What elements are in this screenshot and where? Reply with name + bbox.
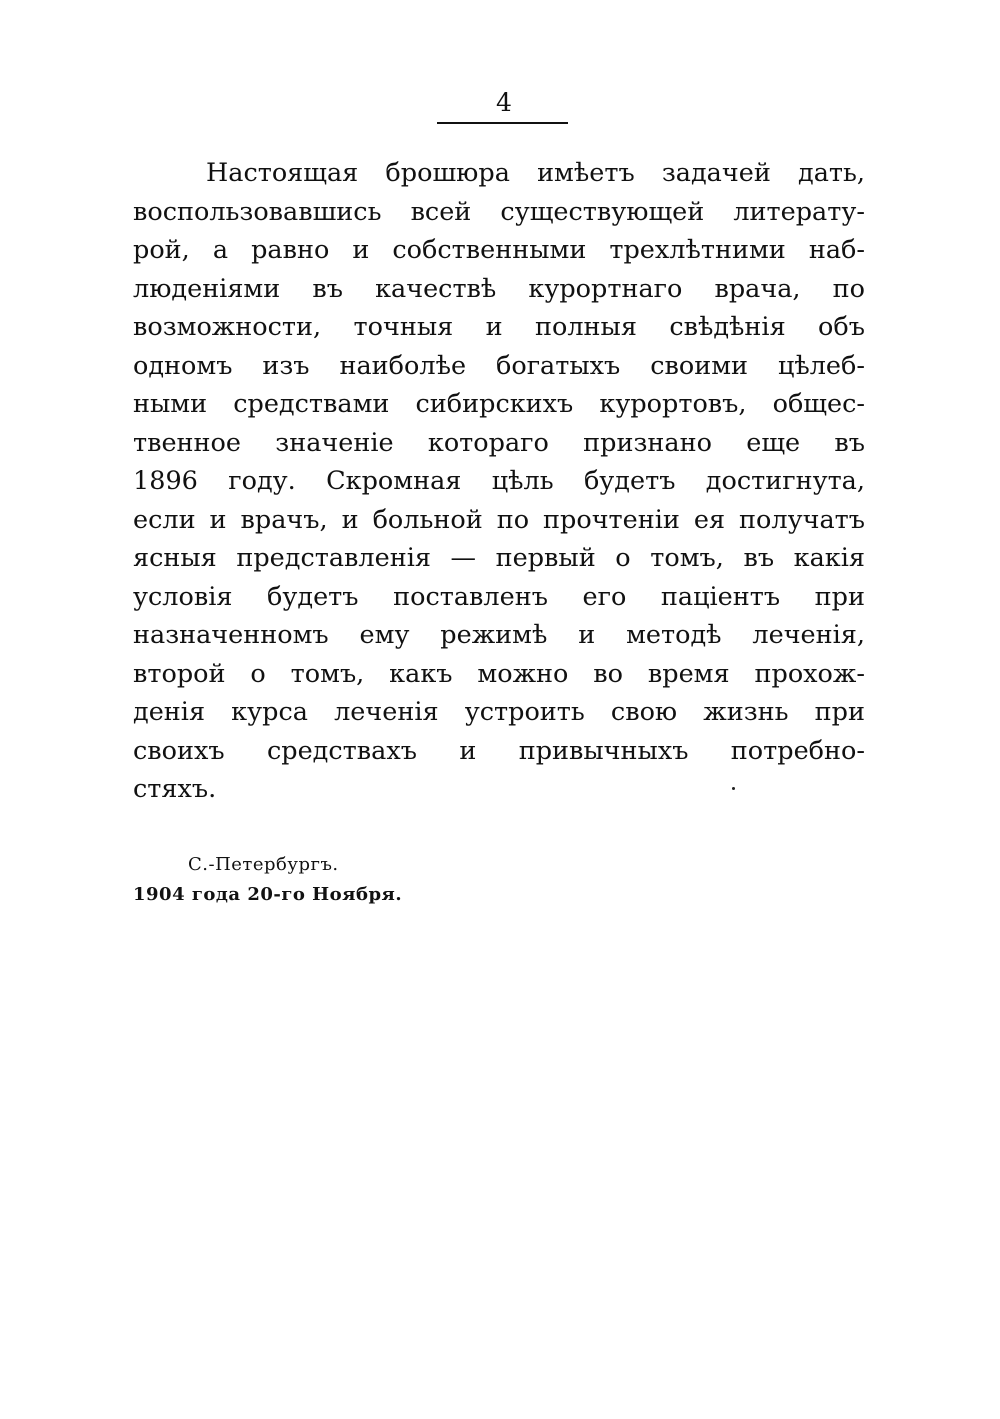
text-line: одномъ изъ наиболѣе богатыхъ своими цѣлеб- (133, 350, 865, 381)
text-line: второй о томъ, какъ можно во время прохож- (133, 658, 865, 689)
text-line: ными средствами сибирскихъ курортовъ, общес- (133, 389, 865, 419)
text-line: люденіями въ качествѣ курортнаго врача, по (133, 273, 865, 304)
text-line: воспользовавшись всей существующей литерату- (133, 196, 865, 227)
header-rule (437, 122, 568, 124)
text-line: денія курса леченія устроить свою жизнь при (133, 697, 865, 727)
dateline (133, 850, 533, 910)
text-line: Настоящая брошюра имѣетъ задачей дать, (206, 158, 865, 188)
text-line: возможности, точныя и полныя свѣдѣнія объ (133, 312, 865, 342)
text-line: 1896 году. Скромная цѣль будетъ достигнута, (133, 466, 865, 496)
text-line: рой, а равно и собственными трехлѣтними наб- (133, 235, 865, 265)
preface-paragraph (133, 154, 865, 809)
text-line: своихъ средствахъ и привычныхъ потребно- (133, 735, 865, 766)
text-line: твенное значеніе котораго признано еще въ (133, 427, 865, 458)
text-line: ясныя представленія — первый о томъ, въ какія (133, 543, 865, 573)
page-number: 4 (496, 88, 512, 117)
text-line: если и врачъ, и больной по прочтеніи ея получатъ (133, 504, 865, 535)
dateline-date: 1904 года 20-го Ноября. (133, 884, 403, 905)
text-line: стяхъ. (133, 774, 217, 804)
text-line: назначенномъ ему режимѣ и методѣ леченія, (133, 620, 865, 650)
text-line: условія будетъ поставленъ его паціентъ при (133, 581, 865, 612)
dateline-place: С.-Петербургъ. (188, 854, 339, 875)
print-speck (732, 787, 735, 790)
